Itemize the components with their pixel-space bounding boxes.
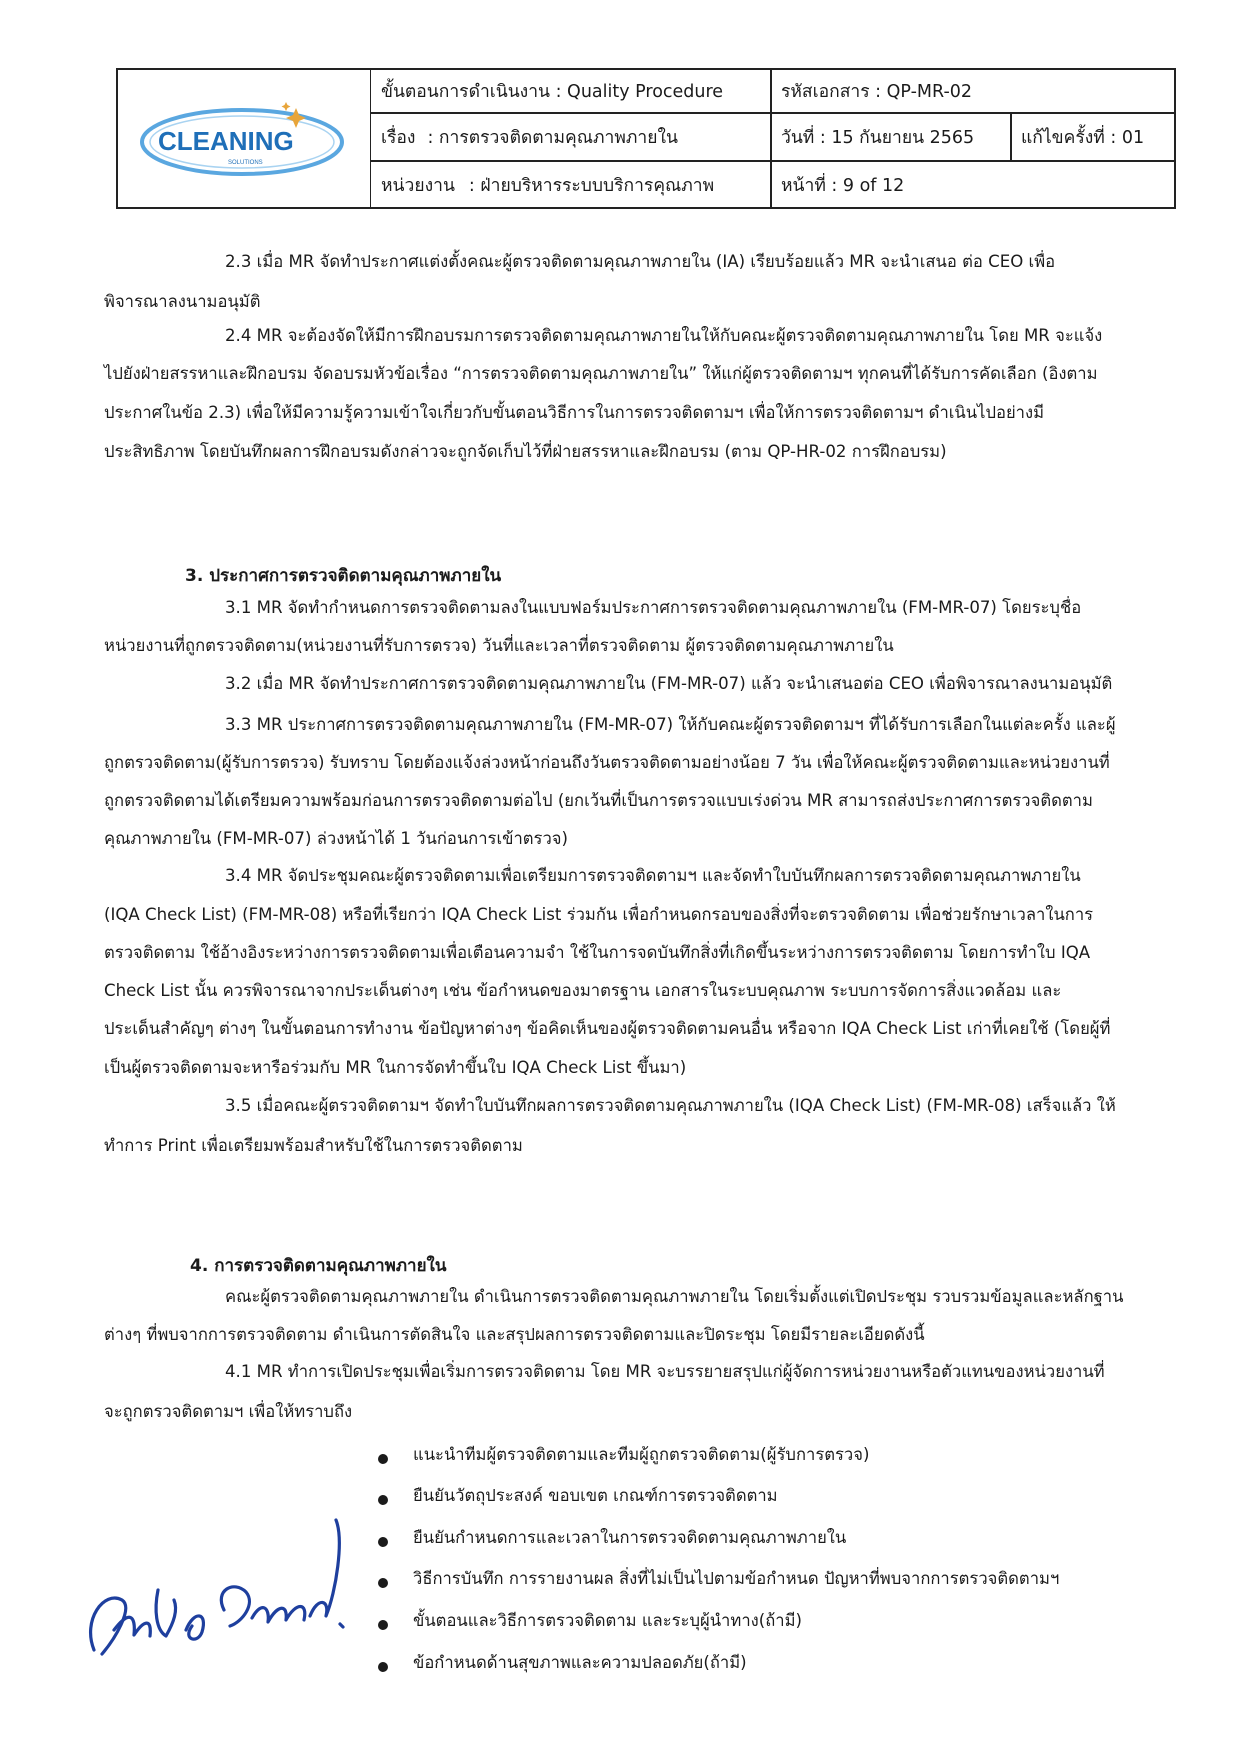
list-item: แนะนำทีมผู้ตรวจติดตามและทีมผู้ถูกตรวจติดตาม(ผู้รับการตรวจ) [413, 1445, 870, 1464]
section-4-heading: 4. การตรวจติดตามคุณภาพภายใน [190, 1256, 447, 1276]
handwritten-signature [74, 1440, 364, 1660]
paragraph-4-1-line-1: 4.1 MR ทำการเปิดประชุมเพื่อเริ่มการตรวจติดตาม โดย MR จะบรรยายสรุปแก่ผู้จัดการหน่วยงานหรือตัวแทนของหน่วยงานที่ [225, 1362, 1105, 1381]
paragraph-4-line-1: คณะผู้ตรวจติดตามคุณภาพภายใน ดำเนินการตรวจติดตามคุณภาพภายใน โดยเริ่มตั้งแต่เปิดประชุม รวบรวมข้อมูลและหลักฐาน [225, 1287, 1124, 1306]
paragraph-2-3-line-1: 2.3 เมื่อ MR จัดทำประกาศแต่งตั้งคณะผู้ตรวจติดตามคุณภาพภายใน (IA) เรียบร้อยแล้ว MR จะนำเสนอ ต่อ CEO เพื่อ [225, 252, 1056, 271]
paragraph-3-4-line-5: ประเด็นสำคัญๆ ต่างๆ ในขั้นตอนการทำงาน ข้อปัญหาต่างๆ ข้อคิดเห็นของผู้ตรวจติดตามคนอื่น หรือจาก IQA Check List เก่าที่เคยใช้ (โดยผู้ที่ [104, 1019, 1111, 1038]
unit-row [372, 162, 770, 207]
list-item: วิธีการบันทึก การรายงานผล สิ่งที่ไม่เป็นไปตามข้อกำหนด ปัญหาที่พบจากการตรวจติดตามฯ [413, 1569, 1060, 1588]
bullet-dot [378, 1454, 388, 1464]
subject-label: เรื่อง [381, 128, 416, 148]
paragraph-3-4-line-1: 3.4 MR จัดประชุมคณะผู้ตรวจติดตามเพื่อเตรียมการตรวจติดตามฯ และจัดทำใบบันทึกผลการตรวจติดตามคุณภาพภายใน [225, 866, 1081, 885]
paragraph-3-4-line-4: Check List นั้น ควรพิจารณาจากประเด็นต่างๆ เช่น ข้อกำหนดของมาตรฐาน เอกสารในระบบคุณภาพ ระบบการจัดการสิ่งแวดล้อม และ [104, 981, 1062, 1000]
paragraph-2-4-line-3: ประกาศในข้อ 2.3) เพื่อให้มีความรู้ความเข้าใจเกี่ยวกับขั้นตอนวิธีการในการตรวจติดตามฯ เพื่อให้การตรวจติดตามฯ ดำเนินไปอย่างมี [104, 403, 1045, 422]
list-item: ขั้นตอนและวิธีการตรวจติดตาม และระบุผู้นำทาง(ถ้ามี) [413, 1611, 802, 1630]
logo-subtext: SOLUTIONS [228, 160, 263, 166]
paragraph-2-4-line-1: 2.4 MR จะต้องจัดให้มีการฝึกอบรมการตรวจติดตามคุณภาพภายในให้กับคณะผู้ตรวจติดตามคุณภาพภายใน โดย MR จะแจ้ง [225, 326, 1103, 345]
procedure-title: ขั้นตอนการดำเนินงาน : Quality Procedure [381, 82, 724, 102]
paragraph-3-2-line-1: 3.2 เมื่อ MR จัดทำประกาศการตรวจติดตามคุณภาพภายใน (FM-MR-07) แล้ว จะนำเสนอต่อ CEO เพื่อพิจารณาลงนามอนุมัติ [225, 674, 1113, 693]
list-item: ยืนยันวัตถุประสงค์ ขอบเขต เกณฑ์การตรวจติดตาม [413, 1486, 778, 1505]
logo-wordmark: CLEANING [158, 126, 294, 156]
subject-row [372, 114, 770, 160]
document-date: วันที่ : 15 กันยายน 2565 [781, 128, 975, 148]
unit-label: หน่วยงาน [381, 175, 455, 196]
paragraph-3-1-line-1: 3.1 MR จัดทำกำหนดการตรวจติดตามลงในแบบฟอร์มประกาศการตรวจติดตามคุณภาพภายใน (FM-MR-07) โดยระบุชื่อ [225, 598, 1082, 617]
bullet-dot [378, 1495, 388, 1505]
paragraph-2-3-line-2: พิจารณาลงนามอนุมัติ [104, 292, 261, 311]
paragraph-3-4-line-2: (IQA Check List) (FM-MR-08) หรือที่เรียกว่า IQA Check List ร่วมกัน เพื่อกำหนดกรอบของสิ่งที่จะตรวจติดตาม เพื่อช่วยรักษาเวลาในการ [104, 905, 1094, 924]
paragraph-3-1-line-2: หน่วยงานที่ถูกตรวจติดตาม(หน่วยงานที่รับการตรวจ) วันที่และเวลาที่ตรวจติดตาม ผู้ตรวจติดตามคุณภาพภายใน [104, 636, 894, 655]
paragraph-3-3-line-2: ถูกตรวจติดตาม(ผู้รับการตรวจ) รับทราบ โดยต้องแจ้งล่วงหน้าก่อนถึงวันตรวจติดตามอย่างน้อย 7 วัน เพื่อให้คณะผู้ตรวจติดตามและหน่วยงานที่ [104, 753, 1110, 772]
logo-cell [118, 70, 371, 207]
paragraph-4-1-line-2: จะถูกตรวจติดตามฯ เพื่อให้ทราบถึง [104, 1402, 353, 1421]
paragraph-2-4-line-2: ไปยังฝ่ายสรรหาและฝึกอบรม จัดอบรมหัวข้อเรื่อง “การตรวจติดตามคุณภาพภายใน” ให้แก่ผู้ตรวจติดตามฯ ทุกคนที่ได้รับการคัดเลือก (อิงตาม [104, 364, 1098, 383]
page-number: หน้าที่ : 9 of 12 [781, 175, 905, 196]
revision-number: แก้ไขครั้งที่ : 01 [1021, 128, 1145, 148]
unit-value: : ฝ่ายบริหารระบบบริการคุณภาพ [468, 175, 715, 196]
paragraph-3-5-line-1: 3.5 เมื่อคณะผู้ตรวจติดตามฯ จัดทำใบบันทึกผลการตรวจติดตามคุณภาพภายใน (IQA Check List) (FM-MR-08) เสร็จแล้ว ให้ [225, 1096, 1116, 1115]
paragraph-3-4-line-3: ตรวจติดตาม ใช้อ้างอิงระหว่างการตรวจติดตามเพื่อเตือนความจำ ใช้ในการจดบันทึกสิ่งที่เกิดขึ้นระหว่างการตรวจติดตาม โดยการทำใบ IQA [104, 943, 1091, 962]
paragraph-3-3-line-1: 3.3 MR ประกาศการตรวจติดตามคุณภาพภายใน (FM-MR-07) ให้กับคณะผู้ตรวจติดตามฯ ที่ได้รับการเลือกในแต่ละครั้ง และผู้ [225, 715, 1116, 734]
list-item: ยืนยันกำหนดการและเวลาในการตรวจติดตามคุณภาพภายใน [413, 1528, 847, 1547]
document-header [116, 68, 1176, 209]
document-code: รหัสเอกสาร : QP-MR-02 [781, 82, 973, 102]
bullet-dot [378, 1578, 388, 1588]
bullet-dot [378, 1537, 388, 1547]
section-3-heading: 3. ประกาศการตรวจติดตามคุณภาพภายใน [185, 566, 502, 586]
paragraph-3-4-line-6: เป็นผู้ตรวจติดตามจะหารือร่วมกับ MR ในการจัดทำขึ้นใบ IQA Check List ขึ้นมา) [104, 1058, 687, 1077]
bullet-dot [378, 1662, 388, 1672]
paragraph-3-3-line-3: ถูกตรวจติดตามได้เตรียมความพร้อมก่อนการตรวจติดตามต่อไป (ยกเว้นที่เป็นการตรวจแบบเร่งด่วน MR สามารถส่งประกาศการตรวจติดตาม [104, 791, 1093, 810]
list-item: ข้อกำหนดด้านสุขภาพและความปลอดภัย(ถ้ามี) [413, 1653, 747, 1672]
paragraph-4-line-2: ต่างๆ ที่พบจากการตรวจติดตาม ดำเนินการตัดสินใจ และสรุปผลการตรวจติดตามและปิดระชุม โดยมีรายละเอียดดังนี้ [104, 1325, 925, 1344]
paragraph-3-3-line-4: คุณภาพภายใน (FM-MR-07) ล่วงหน้าได้ 1 วันก่อนการเข้าตรวจ) [104, 829, 568, 848]
paragraph-3-5-line-2: ทำการ Print เพื่อเตรียมพร้อมสำหรับใช้ในการตรวจติดตาม [104, 1136, 523, 1155]
paragraph-2-4-line-4: ประสิทธิภาพ โดยบันทึกผลการฝึกอบรมดังกล่าวจะถูกจัดเก็บไว้ที่ฝ่ายสรรหาและฝึกอบรม (ตาม QP-HR-02 การฝึกอบรม) [104, 442, 947, 461]
company-logo [136, 98, 348, 180]
subject-value: : การตรวจติดตามคุณภาพภายใน [427, 128, 678, 148]
bullet-dot [378, 1620, 388, 1630]
